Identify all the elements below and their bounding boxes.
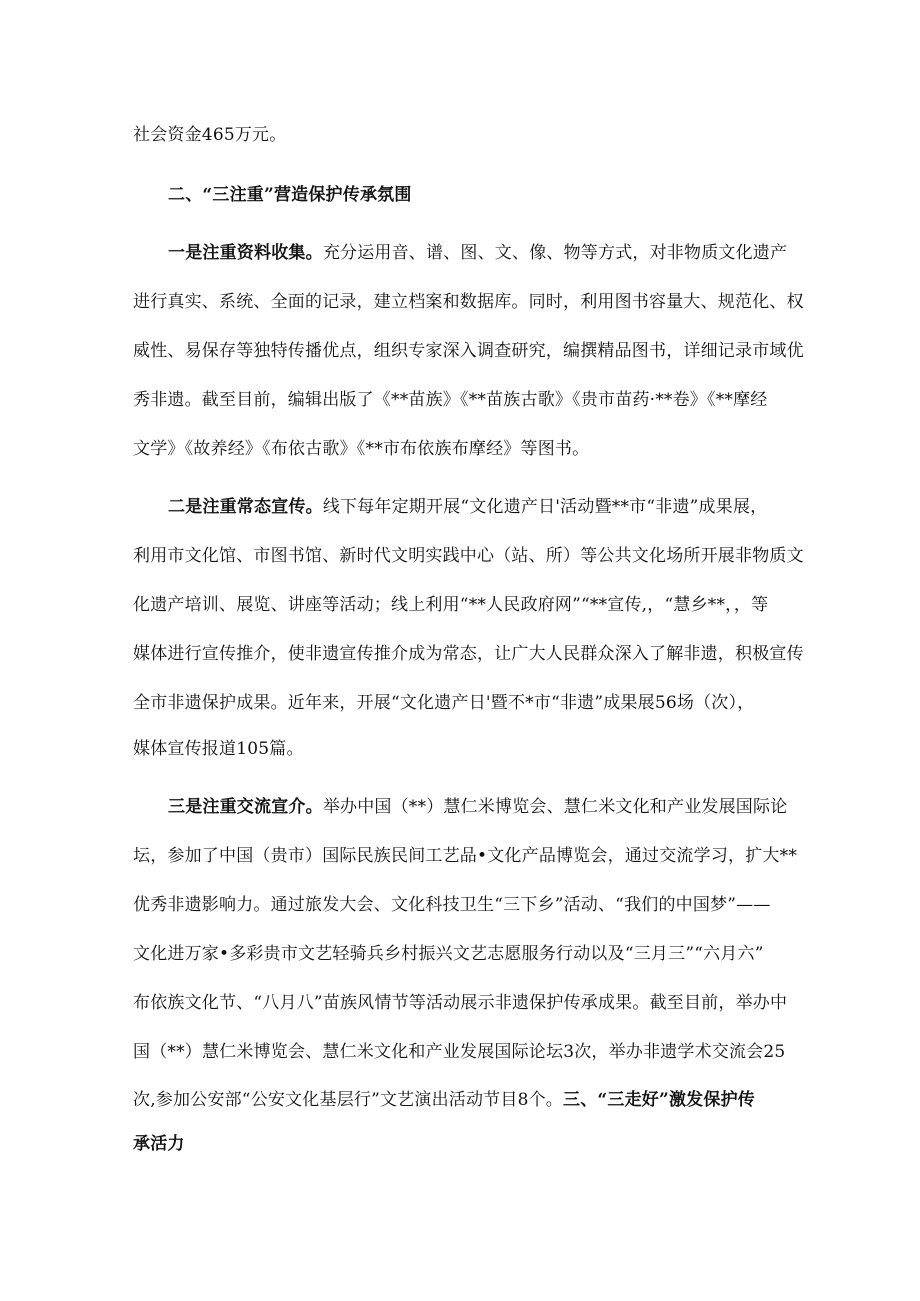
paragraph-line <box>168 242 787 264</box>
paragraph-line: 社会资金465万元。 <box>133 125 287 145</box>
paragraph-line: 布依族文化节、“八月八”苗族风情节等活动展示非遗保护传承成果。截至目前，举办中 <box>133 993 788 1013</box>
paragraph-text: 充分运用音、谱、图、文、像、物等方式，对非物质文化遗产 <box>322 243 788 263</box>
section-heading: 二、“三注重”营造保护传承氛围 <box>168 185 412 205</box>
paragraph-text: 举办中国（**）慧仁米博览会、慧仁米文化和产业发展国际论 <box>322 797 788 817</box>
paragraph-line: 文学》《故养经》《布依古歌》《**市布依族布摩经》等图书。 <box>133 439 590 459</box>
paragraph-line: 国（**）慧仁米博览会、慧仁米文化和产业发展国际论坛3次，举办非遗学术交流会25 <box>133 1042 786 1062</box>
paragraph-line <box>168 796 787 818</box>
paragraph-line: 坛，参加了中国（贵市）国际民族民间工艺品•文化产品博览会，通过交流学习，扩大** <box>133 846 798 866</box>
lead-phrase: 一是注重资料收集。 <box>168 243 323 263</box>
paragraph-line: 文化进万家•多彩贵市文艺轻骑兵乡村振兴文艺志愿服务行动以及“三月三”“六月六” <box>133 944 764 964</box>
paragraph-text: 次,参加公安部“公安文化基层行”文艺演出活动节目8个。 <box>133 1090 564 1110</box>
paragraph-line: 媒体宣传报道105篇。 <box>133 739 304 759</box>
paragraph-line: 利用市文化馆、市图书馆、新时代文明实践中心（站、所）等公共文化场所开展非物质文 <box>133 546 804 566</box>
paragraph-line: 优秀非遗影响力。通过旅发大会、文化科技卫生“三下乡”活动、“我们的中国梦”—— <box>133 895 771 915</box>
paragraph-line: 威性、易保存等独特传播优点，组织专家深入调查研究，编撰精品图书，详细记录市域优 <box>133 341 804 361</box>
paragraph-text: 线下每年定期开展“文化遗产日'活动暨**市“非遗”成果展， <box>322 497 768 517</box>
lead-phrase: 三是注重交流宣介。 <box>168 797 323 817</box>
paragraph-line: 进行真实、系统、全面的记录，建立档案和数据库。同时，利用图书容量大、规范化、权 <box>133 292 804 312</box>
section-heading-continued: 承活力 <box>133 1134 185 1154</box>
paragraph-line: 全市非遗保护成果。近年来，开展“文化遗产日'暨不*市“非遗”成果展56场（次）， <box>133 693 755 713</box>
paragraph-line: 秀非遗。截至目前，编辑出版了《**苗族》《**苗族古歌》《贵市苗药·**卷》《**摩经 <box>133 390 768 410</box>
paragraph-line <box>133 1089 755 1111</box>
paragraph-line <box>168 496 767 518</box>
paragraph-line: 化遗产培训、展览、讲座等活动；线上利用“**人民政府网”“**宣传,，“慧乡**，，等 <box>133 595 769 615</box>
paragraph-line: 媒体进行宣传推介，使非遗宣传推介成为常态，让广大人民群众深入了解非遗，积极宣传 <box>133 644 804 664</box>
section-heading: 三、“三走好”激发保护传 <box>563 1090 755 1110</box>
lead-phrase: 二是注重常态宣传。 <box>168 497 323 517</box>
